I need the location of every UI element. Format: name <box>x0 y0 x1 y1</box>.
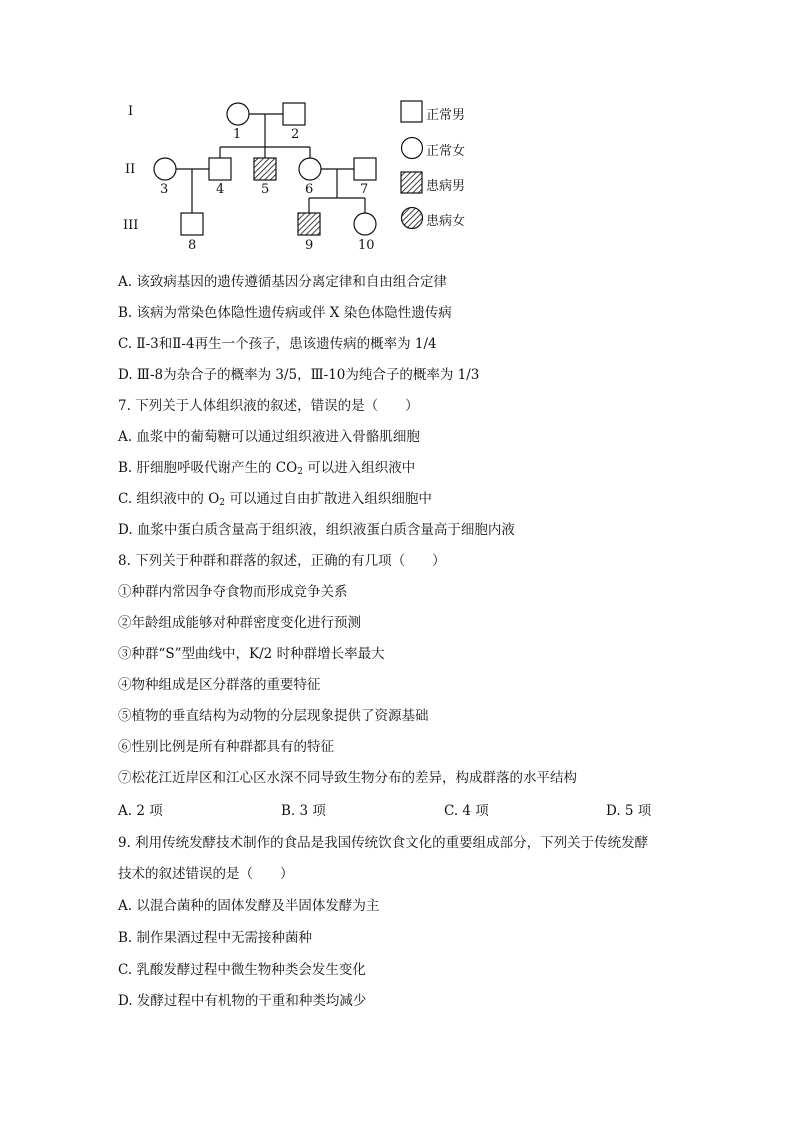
q8-item: ⑥性别比例是所有种群都具有的特征 <box>118 739 334 755</box>
q8-item: ⑤植物的垂直结构为动物的分层现象提供了资源基础 <box>118 708 429 724</box>
q6-option-a: A. 该致病基因的遗传遵循基因分离定律和自由组合定律 <box>118 274 447 290</box>
q7-option-b <box>118 456 415 477</box>
individual-number: 3 <box>160 182 169 197</box>
individual-number: 9 <box>305 238 314 253</box>
q8-item: ③种群“S”型曲线中，K/2 时种群增长率最大 <box>118 646 385 662</box>
q7-option-c-text-end: 可以通过自由扩散进入组织细胞中 <box>225 491 432 507</box>
subscript: 2 <box>219 498 226 508</box>
q9-option-b: B. 制作果酒过程中无需接种菌种 <box>118 930 313 946</box>
q9-option-d: D. 发酵过程中有机物的干重和种类均减少 <box>118 993 367 1009</box>
q8-option-c: C. 4 项 <box>444 803 489 819</box>
individual-number: 1 <box>233 127 242 142</box>
q7-option-a: A. 血浆中的葡萄糖可以通过组织液进入骨骼肌细胞 <box>118 429 420 445</box>
individual-I-2 <box>283 103 305 125</box>
q9-option-a: A. 以混合菌种的固体发酵及半固体发酵为主 <box>118 898 380 914</box>
legend-normal-female <box>400 136 490 160</box>
q8-item: ④物种组成是区分群落的重要特征 <box>118 677 321 693</box>
generation-label-2: II <box>125 162 136 177</box>
individual-III-8 <box>181 213 203 235</box>
q8-option-a: A. 2 项 <box>118 803 163 819</box>
individual-number: 10 <box>358 238 375 253</box>
individual-III-10 <box>354 213 376 235</box>
q8-item: ⑦松花江近岸区和江心区水深不同导致生物分布的差异，构成群落的水平结构 <box>118 770 577 786</box>
individual-II-6 <box>299 158 321 180</box>
subscript: 2 <box>297 467 303 477</box>
q7-option-c-text: C. 组织液中的 O <box>118 491 220 507</box>
individual-number: 5 <box>261 182 270 197</box>
q8-option-d: D. 5 项 <box>606 803 652 819</box>
legend-affected-male <box>400 171 490 195</box>
generation-label-3: III <box>123 218 139 233</box>
q7-option-b-text-end: 可以进入组织液中 <box>302 460 416 476</box>
q6-option-c: C. Ⅱ-3和Ⅱ-4再生一个孩子，患该遗传病的概率为 1/4 <box>118 336 437 352</box>
legend-affected-female <box>400 206 490 230</box>
individual-number: 7 <box>360 182 369 197</box>
q7-option-b-text: B. 肝细胞呼吸代谢产生的 CO <box>118 460 298 476</box>
individual-III-9 <box>298 213 320 235</box>
q8-option-b: B. 3 项 <box>281 803 326 819</box>
legend-label: 正常女 <box>426 144 466 159</box>
circle-icon <box>400 136 424 160</box>
generation-label-1: I <box>128 104 134 119</box>
individual-number: 4 <box>216 182 225 197</box>
q7-option-d: D. 血浆中蛋白质含量高于组织液，组织液蛋白质含量高于细胞内液 <box>118 522 515 538</box>
individual-number: 2 <box>291 127 300 142</box>
q6-option-d: D. Ⅲ-8为杂合子的概率为 3/5，Ⅲ-10为纯合子的概率为 1/3 <box>118 367 480 383</box>
individual-I-1 <box>227 103 249 125</box>
q6-option-b: B. 该病为常染色体隐性遗传病或伴 X 染色体隐性遗传病 <box>118 305 452 321</box>
square-icon <box>400 100 424 124</box>
individual-II-3 <box>154 158 176 180</box>
q9-option-c: C. 乳酸发酵过程中微生物种类会发生变化 <box>118 962 366 978</box>
individual-number: 6 <box>305 182 314 197</box>
hatched-square-icon <box>400 171 424 195</box>
q9-stem-line2: 技术的叙述错误的是（ ） <box>118 866 294 882</box>
hatched-circle-icon <box>400 206 424 230</box>
legend-label: 正常男 <box>426 108 466 123</box>
q8-stem: 8. 下列关于种群和群落的叙述，正确的有几项（ ） <box>118 553 446 569</box>
legend-label: 患病男 <box>426 179 466 194</box>
individual-number: 8 <box>188 238 197 253</box>
q7-option-c <box>118 487 432 508</box>
individual-II-5 <box>254 158 276 180</box>
individual-II-4 <box>209 158 231 180</box>
individual-II-7 <box>354 158 376 180</box>
q7-stem: 7. 下列关于人体组织液的叙述，错误的是（ ） <box>118 398 419 414</box>
q9-stem-line1: 9. 利用传统发酵技术制作的食品是我国传统饮食文化的重要组成部分，下列关于传统发酵 <box>118 835 649 851</box>
q8-item: ②年龄组成能够对种群密度变化进行预测 <box>118 615 361 631</box>
legend-label: 患病女 <box>426 214 466 229</box>
legend-normal-male <box>400 100 490 124</box>
q8-item: ①种群内常因争夺食物而形成竞争关系 <box>118 584 348 600</box>
